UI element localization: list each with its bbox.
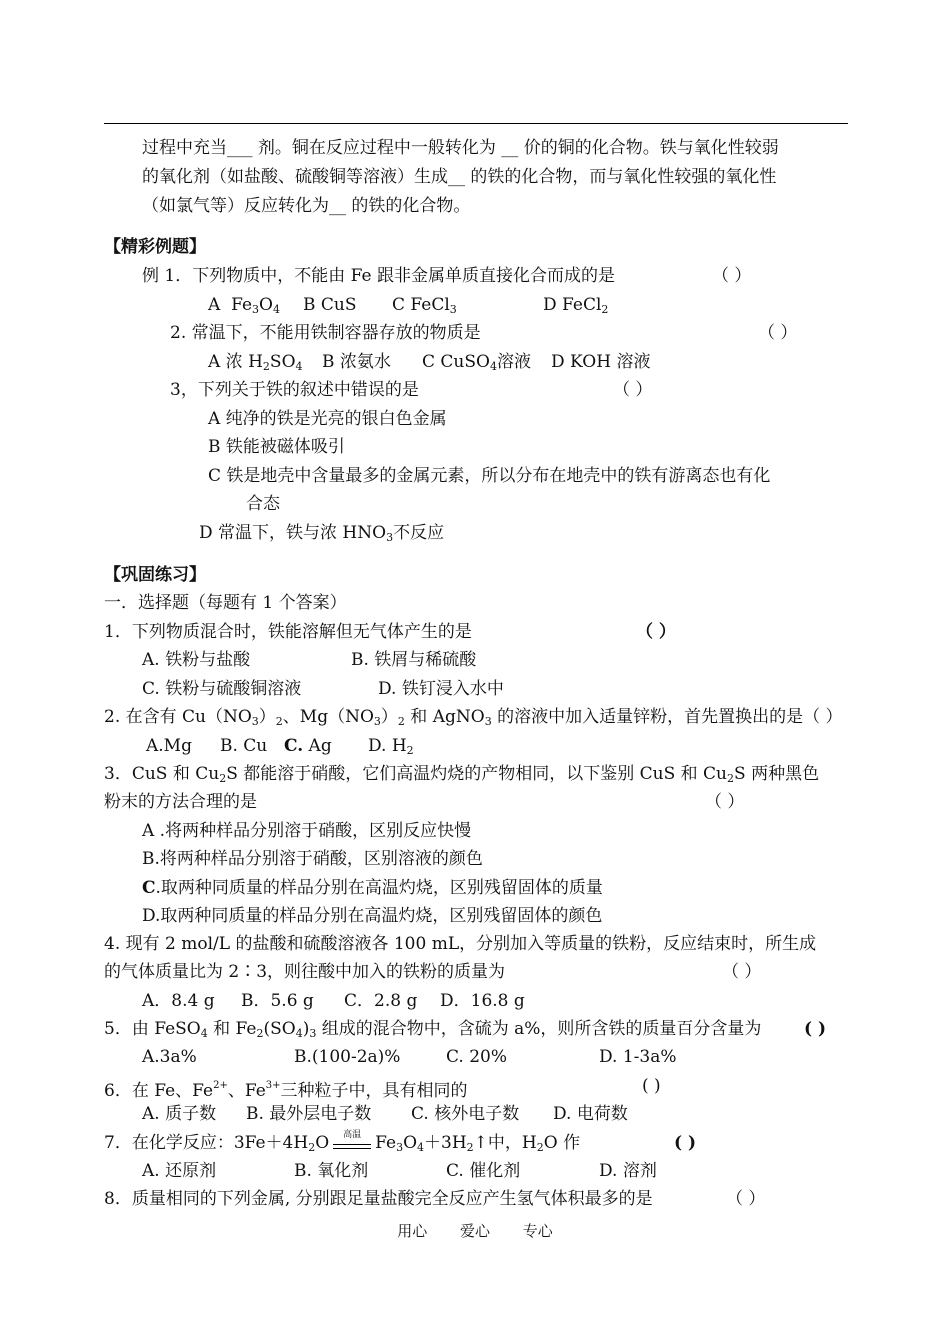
practice-5-option-b: B.(100-2a)% bbox=[294, 1047, 401, 1067]
practice-7-paren: ( ) bbox=[674, 1133, 697, 1153]
footer-text-2: 爱心 bbox=[459, 1222, 490, 1240]
practice-3-option-b: B.将两种样品分别溶于硝酸，区别溶液的颜色 bbox=[142, 849, 483, 869]
example-2-option-b: B 浓氨水 bbox=[322, 352, 391, 372]
practice-4-option-b: B．5.6 g bbox=[241, 991, 314, 1011]
practice-6-option-b: B. 最外层电子数 bbox=[246, 1104, 372, 1124]
example-3-option-c-cont: 合态 bbox=[246, 494, 280, 514]
example-3-option-c: C 铁是地壳中含量最多的金属元素，所以分布在地壳中的铁有游离态也有化 bbox=[208, 466, 771, 486]
practice-1-stem: 1．下列物质混合时，铁能溶解但无气体产生的是 bbox=[104, 622, 472, 642]
practice-7-option-c: C. 催化剂 bbox=[446, 1161, 521, 1181]
practice-8-stem: 8．质量相同的下列金属, 分别跟足量盐酸完全反应产生氢气体积最多的是 bbox=[104, 1189, 653, 1209]
practice-6-option-d: D. 电荷数 bbox=[553, 1104, 628, 1124]
practice-8-paren: （ ） bbox=[726, 1189, 766, 1209]
example-2-stem: 2. 常温下，不能用铁制容器存放的物质是 bbox=[170, 323, 481, 343]
practice-4-option-c: C．2.8 g bbox=[344, 991, 418, 1011]
practice-3-stem: 3．CuS 和 $Cu_2S$ 都能溶于硝酸，它们高温灼烧的产物相同，以下鉴别 CuS 和 $Cu_2S$ 两种黑色 bbox=[104, 764, 820, 785]
practice-2-stem: 2. 在含有 $Cu(NO_3)_2$、$Mg(NO_3)_2$ 和 AgNO$_3$ 的溶液中加入适量锌粉，首先置换出的是（ ） bbox=[104, 707, 843, 728]
footer-text-3: 专心 bbox=[522, 1222, 553, 1240]
practice-4-option-d: D．16.8 g bbox=[440, 991, 525, 1011]
practice-1-option-d: D. 铁钉浸入水中 bbox=[378, 679, 504, 699]
footer-text-1: 用心 bbox=[397, 1222, 428, 1240]
practice-7-option-a: A. 还原剂 bbox=[142, 1161, 217, 1181]
reaction-condition-arrow: 高温 bbox=[329, 1134, 375, 1154]
practice-section-title: 一．选择题（每题有 1 个答案） bbox=[104, 593, 347, 613]
practice-4-option-a: A．8.4 g bbox=[142, 991, 215, 1011]
example-3-stem: 3，下列关于铁的叙述中错误的是 bbox=[170, 380, 419, 400]
intro-line-2: 的氧化剂（如盐酸、硫酸铜等溶液）生成__ 的铁的化合物，而与氧化性较强的氧化性 bbox=[142, 167, 777, 187]
practice-6-option-c: C. 核外电子数 bbox=[411, 1104, 520, 1124]
practice-2-option-d: D. $H_2$ bbox=[368, 736, 414, 757]
example-1-option-d: D FeCl$_2$ bbox=[543, 295, 609, 316]
practice-7-option-d: D. 溶剂 bbox=[599, 1161, 657, 1181]
practice-6-option-a: A. 质子数 bbox=[142, 1104, 217, 1124]
practice-4-stem: 4. 现有 2 mol/L 的盐酸和硫酸溶液各 100 mL，分别加入等质量的铁粉，反应结束时，所生成 bbox=[104, 934, 817, 954]
practice-4-paren: （ ） bbox=[722, 962, 762, 982]
practice-heading: 【巩固练习】 bbox=[104, 565, 206, 585]
practice-1-option-b: B. 铁屑与稀硫酸 bbox=[351, 650, 477, 670]
practice-5-option-c: C. 20% bbox=[446, 1047, 507, 1067]
practice-1-paren: （ ） bbox=[636, 622, 676, 642]
practice-6-stem: 6．在 Fe、$Fe^{2+}$、$Fe^{3+}$三种粒子中，具有相同的 bbox=[104, 1080, 468, 1101]
example-1-stem: 例 1．下列物质中，不能由 Fe 跟非金属单质直接化合而成的是 bbox=[142, 266, 615, 286]
intro-line-3: （如氯气等）反应转化为__ 的铁的化合物。 bbox=[142, 196, 471, 216]
examples-heading: 【精彩例题】 bbox=[104, 237, 206, 257]
practice-1-option-c: C. 铁粉与硫酸铜溶液 bbox=[142, 679, 302, 699]
example-3-option-d: D 常温下，铁与浓 $HNO_3$不反应 bbox=[199, 523, 445, 544]
practice-7-option-b: B. 氧化剂 bbox=[294, 1161, 369, 1181]
example-2-option-c: C CuSO$_4$溶液 bbox=[422, 352, 531, 373]
practice-3-option-a: A .将两种样品分别溶于硝酸，区别反应快慢 bbox=[142, 821, 472, 841]
practice-2-option-a: A.Mg bbox=[146, 736, 192, 756]
example-2-option-a: A 浓 $H_2SO_4$ bbox=[208, 352, 303, 373]
practice-6-paren: ( ) bbox=[642, 1076, 661, 1096]
practice-5-stem: 5．由 FeSO$_4$ 和 $Fe_2(SO_4)_3$ 组成的混合物中，含硫为 a%，则所含铁的质量百分含量为 bbox=[104, 1019, 762, 1040]
practice-4-stem-cont: 的气体质量比为 2∶3，则往酸中加入的铁粉的质量为 bbox=[104, 962, 506, 982]
page-footer bbox=[0, 1220, 950, 1241]
practice-1-option-a: A. 铁粉与盐酸 bbox=[142, 650, 251, 670]
practice-7-stem: 7．在化学反应：$3Fe+4H_2O$ 高温 $Fe_3O_4+3H_2↑$中，$H_2O$ 作 bbox=[104, 1129, 581, 1154]
example-1-option-a: A $Fe_3O_4$ bbox=[208, 295, 280, 316]
practice-3-option-c: C.取两种同质量的样品分别在高温灼烧，区别残留固体的质量 bbox=[142, 878, 603, 898]
example-3-paren: （ ） bbox=[613, 380, 653, 400]
example-3-option-a: A 纯净的铁是光亮的银白色金属 bbox=[208, 409, 447, 429]
example-3-option-b: B 铁能被磁体吸引 bbox=[208, 437, 345, 457]
example-1-option-b: B CuS bbox=[303, 295, 357, 315]
example-2-paren: （ ） bbox=[758, 323, 798, 343]
example-1-option-c: C FeCl$_3$ bbox=[392, 295, 457, 316]
example-1-paren: （ ） bbox=[712, 266, 752, 286]
practice-3-stem-cont: 粉末的方法合理的是 bbox=[104, 792, 257, 812]
example-2-option-d: D KOH 溶液 bbox=[551, 352, 651, 372]
practice-3-option-d: D.取两种同质量的样品分别在高温灼烧，区别残留固体的颜色 bbox=[142, 906, 603, 926]
practice-2-option-c: C. Ag bbox=[284, 736, 332, 756]
practice-5-option-d: D. 1-3a% bbox=[599, 1047, 677, 1067]
header-rule bbox=[104, 123, 848, 124]
practice-5-option-a: A.3a% bbox=[142, 1047, 197, 1067]
intro-line-1: 过程中充当___ 剂。铜在反应过程中一般转化为 __ 价的铜的化合物。铁与氧化性较弱 bbox=[142, 138, 779, 158]
practice-2-option-b: B. Cu bbox=[220, 736, 268, 756]
practice-3-paren: （ ） bbox=[705, 792, 745, 812]
practice-5-paren: ( ) bbox=[804, 1019, 827, 1039]
